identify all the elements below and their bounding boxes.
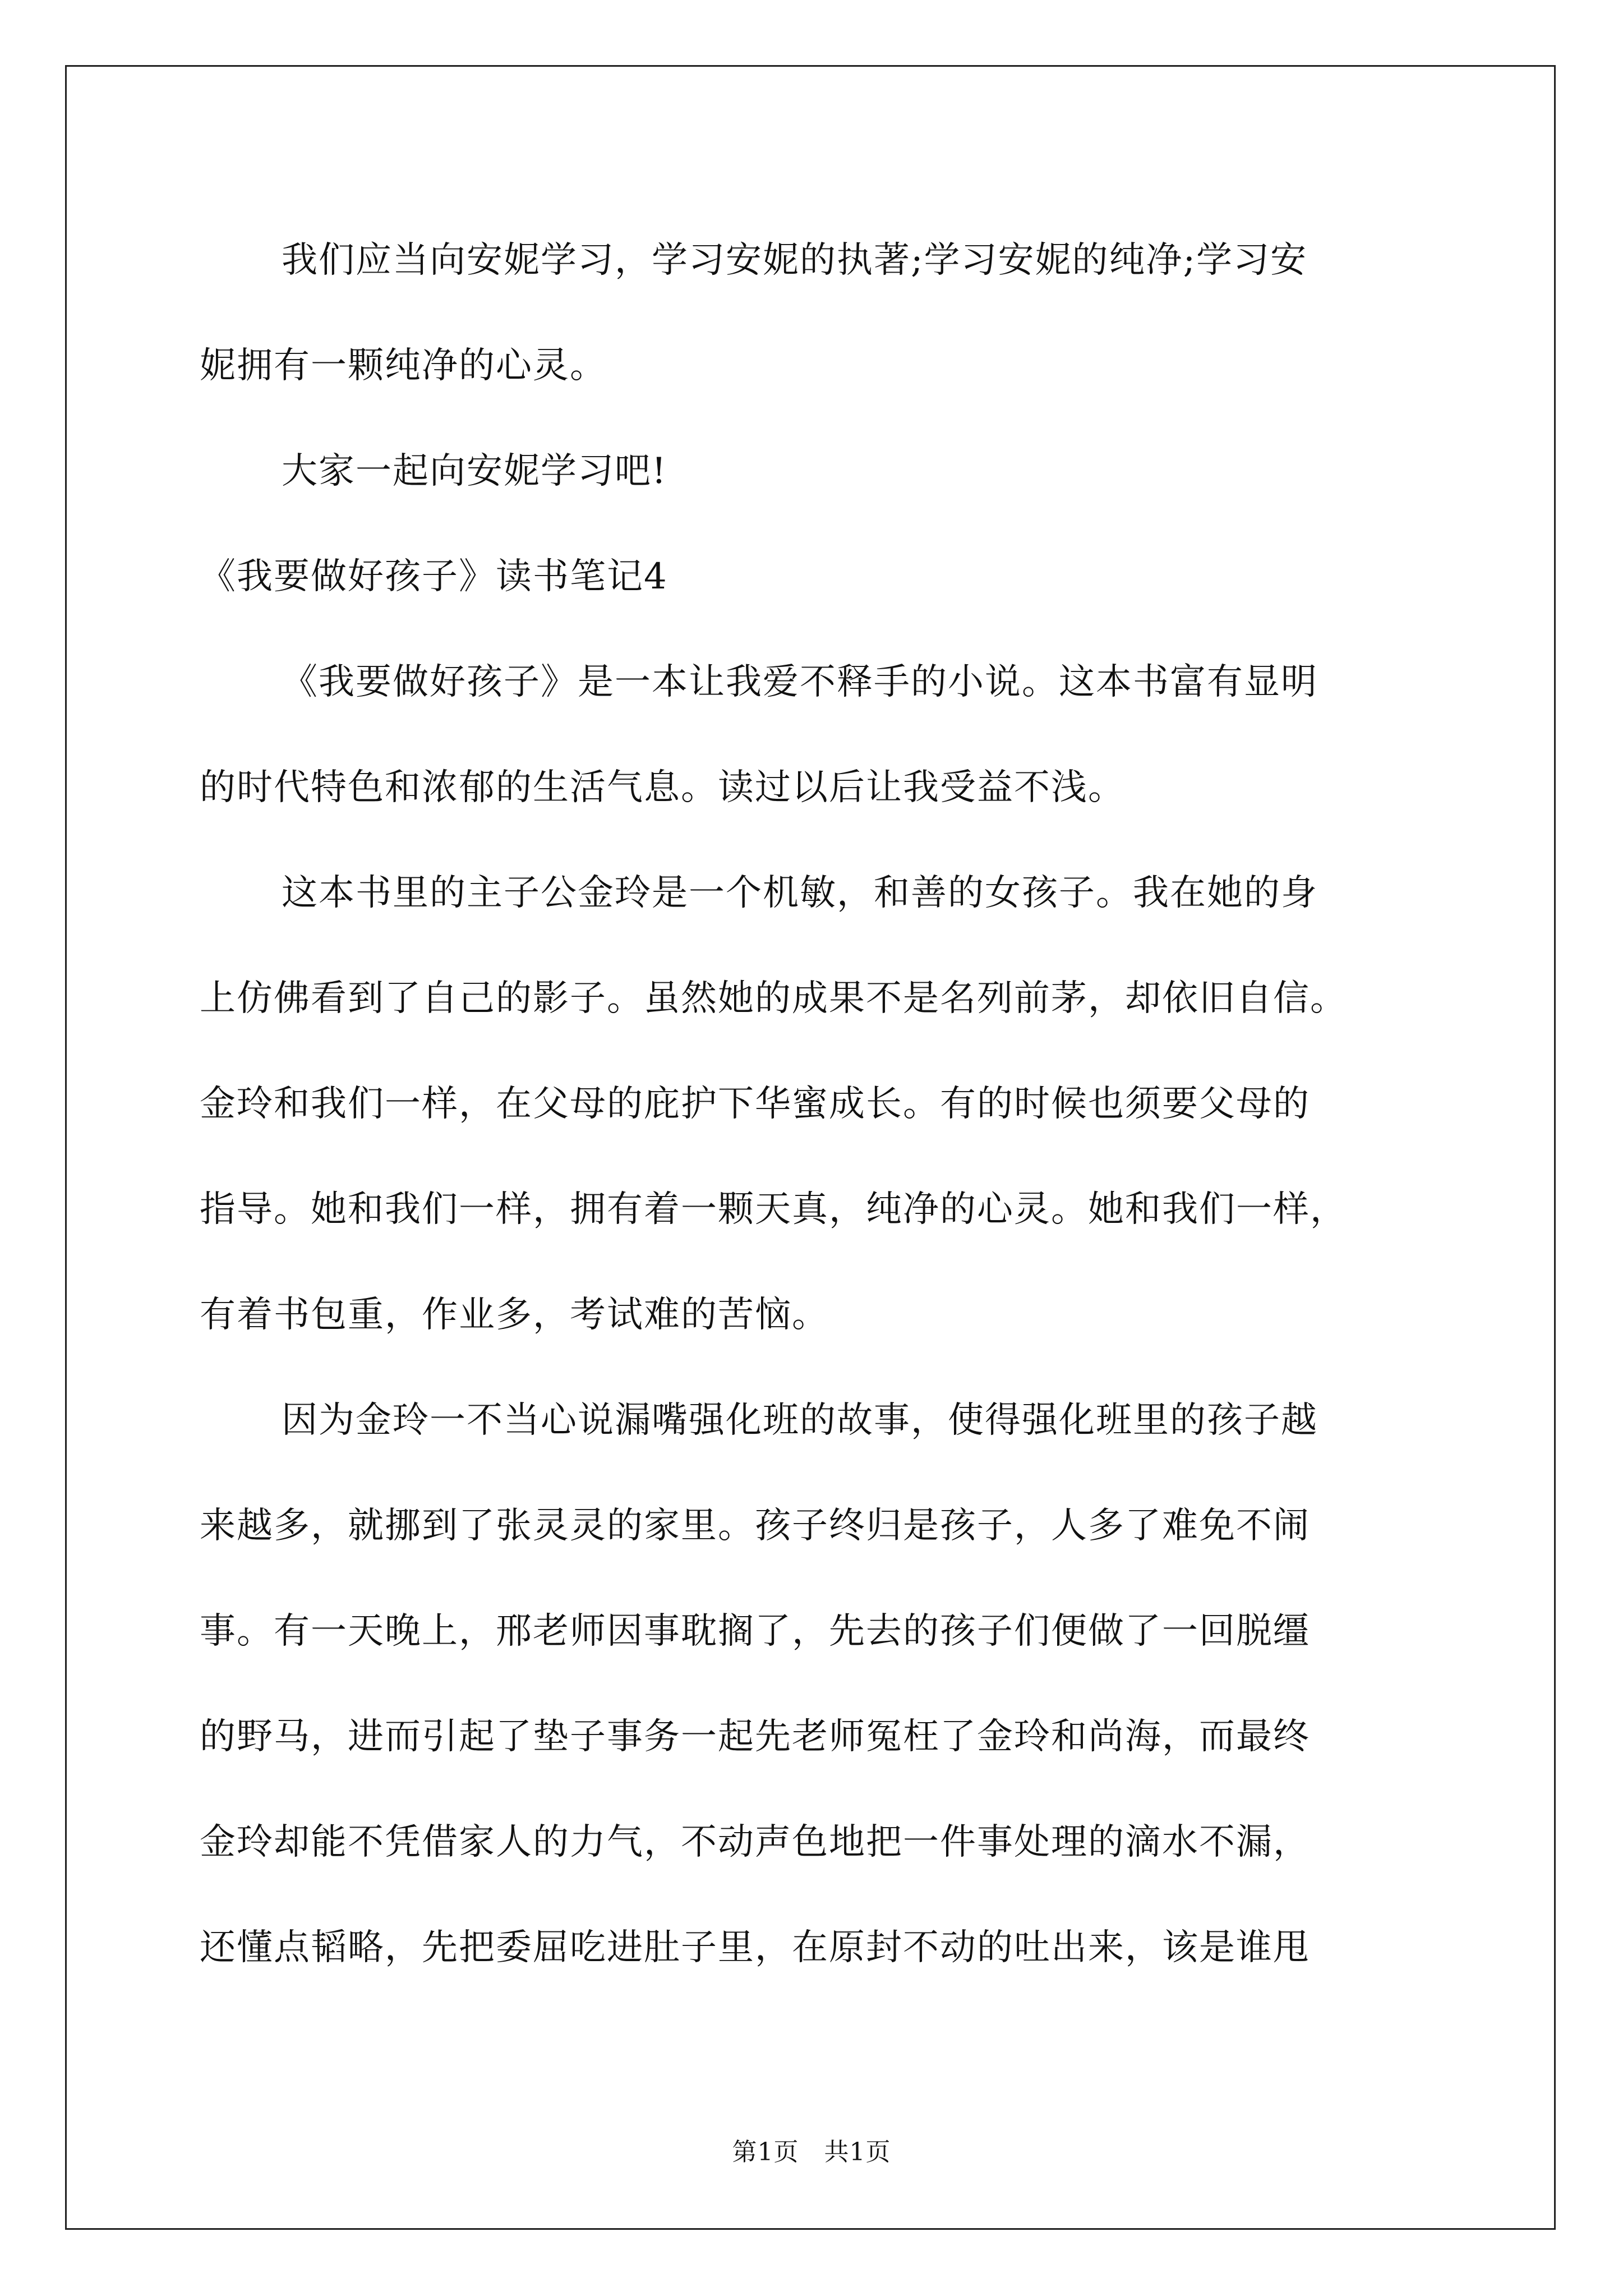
- text-line-17: 还懂点韬略，先把委屈吃进肚子里，在原封不动的吐出来，该是谁甩: [200, 1927, 1310, 1968]
- text-line-2: 妮拥有一颗纯净的心灵。: [200, 345, 607, 386]
- document-body: [200, 208, 1456, 2000]
- text-line-15: 的野马，进而引起了垫子事务一起先老师冤枉了金玲和尚海，而最终: [200, 1716, 1310, 1757]
- text-line-6: 的时代特色和浓郁的生活气息。读过以后让我受益不浅。: [200, 767, 1125, 808]
- text-line-1: 我们应当向安妮学习，学习安妮的执著;学习安妮的纯净;学习安: [282, 240, 1308, 281]
- text-line-9: 金玲和我们一样，在父母的庇护下华蜜成长。有的时候也须要父母的: [200, 1083, 1310, 1125]
- section-heading: 《我要做好孩子》读书笔记4: [200, 556, 668, 597]
- text-line-16: 金玲却能不凭借家人的力气，不动声色地把一件事处理的滴水不漏，: [200, 1821, 1310, 1863]
- text-line-8: 上仿佛看到了自己的影子。虽然她的成果不是名列前茅，却依旧自信。: [200, 978, 1347, 1019]
- page-footer: 第1页 共1页: [732, 2138, 891, 2166]
- text-line-11: 有着书包重，作业多，考试难的苦恼。: [200, 1294, 829, 1336]
- text-line-3: 大家一起向安妮学习吧!: [282, 450, 667, 492]
- text-line-12: 因为金玲一不当心说漏嘴强化班的故事，使得强化班里的孩子越: [282, 1400, 1318, 1441]
- text-line-5: 《我要做好孩子》是一本让我爱不释手的小说。这本书富有显明: [282, 661, 1318, 703]
- text-line-7: 这本书里的主子公金玲是一个机敏，和善的女孩子。我在她的身: [282, 872, 1318, 914]
- text-line-14: 事。有一天晚上，邢老师因事耽搁了，先去的孩子们便做了一回脱缰: [200, 1611, 1310, 1652]
- text-line-10: 指导。她和我们一样，拥有着一颗天真，纯净的心灵。她和我们一样，: [200, 1189, 1347, 1230]
- text-line-13: 来越多，就挪到了张灵灵的家里。孩子终归是孩子，人多了难免不闹: [200, 1505, 1310, 1547]
